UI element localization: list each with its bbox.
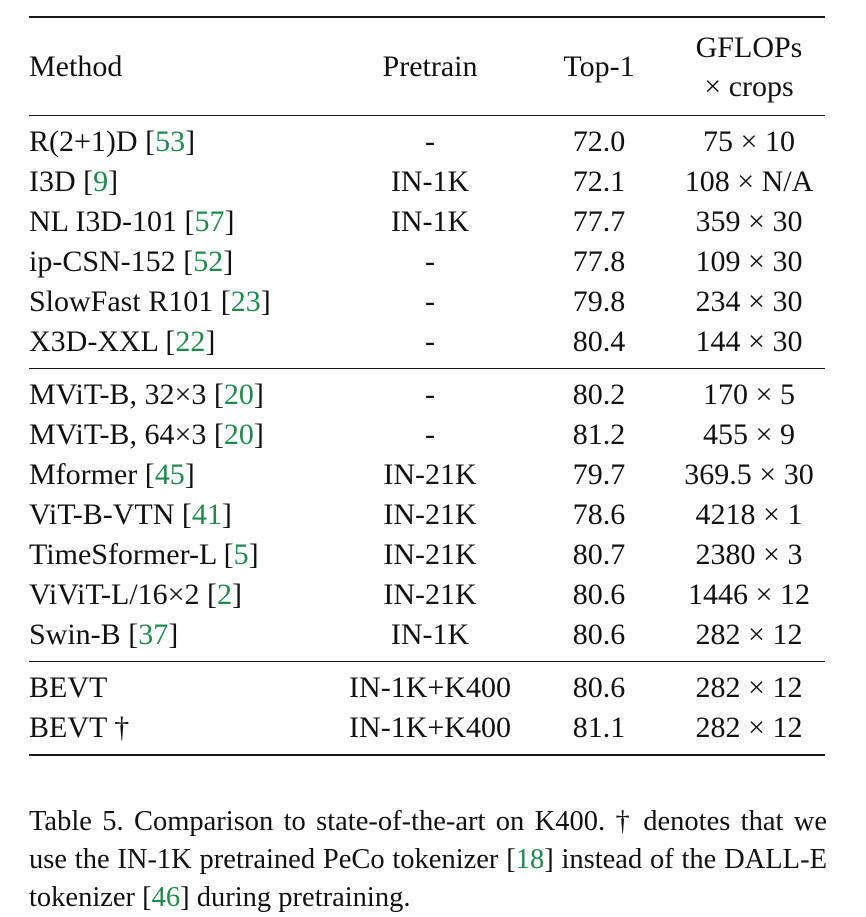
method-name: MViT-B, 32×3 (29, 378, 207, 411)
cell-method: NL I3D-101 [57] (29, 205, 235, 238)
method-name: BEVT (29, 671, 108, 704)
citation-link[interactable]: 5 (233, 538, 249, 571)
cell-pretrain: IN-21K (383, 458, 477, 491)
header-pretrain: Pretrain (382, 49, 478, 83)
cell-gflops: 282 × 12 (695, 671, 803, 704)
cell-pretrain: IN-1K+K400 (349, 671, 511, 704)
citation-link[interactable]: 52 (193, 245, 224, 278)
cell-pretrain: IN-1K (390, 618, 470, 651)
cell-method: TimeSformer-L [5] (29, 538, 259, 571)
cell-pretrain: IN-1K (390, 205, 470, 238)
header-gflops-line2: × crops (704, 69, 794, 103)
citation-link[interactable]: 45 (154, 458, 185, 491)
caption-text: [ (142, 882, 152, 913)
method-name: ViT-B-VTN (29, 498, 175, 531)
cell-pretrain: IN-1K (390, 165, 470, 198)
cell-top1: 80.4 (572, 325, 626, 358)
cell-method: Mformer [45] (29, 458, 195, 491)
cell-method (29, 662, 335, 709)
method-name: Mformer (29, 458, 138, 491)
cell-method: I3D [9] (29, 165, 119, 198)
cell-gflops: 455 × 9 (703, 418, 795, 451)
table-row (29, 369, 825, 416)
table-row (29, 116, 825, 163)
cell-pretrain: IN-1K+K400 (349, 711, 511, 744)
cell-top1: 77.7 (572, 205, 626, 238)
cell-gflops: 108 × N/A (684, 165, 814, 198)
cell-top1: 81.2 (572, 418, 626, 451)
method-name: I3D (29, 165, 76, 198)
cell-gflops: 282 × 12 (695, 711, 803, 744)
table-row (29, 282, 825, 322)
cell-gflops: 4218 × 1 (695, 498, 803, 531)
cell-gflops: 2380 × 3 (695, 538, 803, 571)
cell-top1: 80.6 (572, 671, 626, 704)
caption-text: ] instead of the DALL-E tokenizer (29, 844, 827, 913)
table-row (29, 615, 825, 662)
cell-pretrain: - (425, 125, 435, 158)
method-name: ip-CSN-152 (29, 245, 176, 278)
cell-top1: 80.6 (572, 578, 626, 611)
cell-method: Swin-B [37] (29, 618, 179, 651)
cell-top1: 78.6 (572, 498, 626, 531)
cell-method (29, 708, 335, 755)
method-name: TimeSformer-L (29, 538, 217, 571)
cell-pretrain: - (425, 325, 435, 358)
table-row (29, 202, 825, 242)
cell-pretrain: - (425, 378, 435, 411)
caption-citation-link[interactable]: 18 (515, 844, 545, 875)
citation-link[interactable]: 9 (93, 165, 109, 198)
table-row (29, 708, 825, 755)
method-name: NL I3D-101 (29, 205, 178, 238)
caption-text: ] during pretraining. (180, 882, 411, 913)
citation-link[interactable]: 20 (223, 418, 254, 451)
cell-method: R(2+1)D [53] (29, 125, 196, 158)
citation-link[interactable]: 37 (138, 618, 169, 651)
cell-method: ViViT-L/16×2 [2] (29, 578, 243, 611)
table-row (29, 575, 825, 615)
table-row (29, 662, 825, 709)
cell-method: X3D-XXL [22] (29, 325, 216, 358)
cell-top1: 80.6 (572, 618, 626, 651)
results-table (29, 16, 825, 756)
table-row (29, 242, 825, 282)
cell-gflops: 359 × 30 (695, 205, 803, 238)
citation-link[interactable]: 20 (223, 378, 254, 411)
cell-gflops: 234 × 30 (695, 285, 803, 318)
table-row (29, 322, 825, 369)
header-gflops-line1: GFLOPs (695, 30, 803, 64)
table-row (29, 162, 825, 202)
cell-top1: 80.7 (572, 538, 626, 571)
method-name: Swin-B (29, 618, 121, 651)
method-name: X3D-XXL (29, 325, 158, 358)
header-method: Method (29, 49, 123, 83)
header-gflops (673, 17, 825, 116)
table-body (29, 116, 825, 756)
cell-pretrain: IN-21K (383, 498, 477, 531)
cell-gflops: 75 × 10 (703, 125, 795, 158)
cell-method: SlowFast R101 [23] (29, 285, 271, 318)
caption-text: [ (506, 844, 516, 875)
table-row (29, 415, 825, 455)
method-name: ViViT-L/16×2 (29, 578, 200, 611)
cell-method: ip-CSN-152 [52] (29, 245, 234, 278)
cell-top1: 79.7 (572, 458, 626, 491)
cell-top1: 81.1 (572, 711, 626, 744)
cell-method: MViT-B, 64×3 [20] (29, 418, 264, 451)
cell-gflops: 369.5 × 30 (684, 458, 814, 491)
caption-text: Table 5. Comparison to state-of-the-art on K400. † denotes that we use the IN-1K pretrained PeCo tokenizer (29, 806, 827, 875)
cell-top1: 79.8 (572, 285, 626, 318)
cell-gflops: 144 × 30 (695, 325, 803, 358)
cell-pretrain: - (425, 245, 435, 278)
citation-link[interactable]: 41 (191, 498, 222, 531)
citation-link[interactable]: 53 (155, 125, 186, 158)
citation-link[interactable]: 57 (194, 205, 225, 238)
citation-link[interactable]: 23 (230, 285, 261, 318)
cell-gflops: 170 × 5 (703, 378, 795, 411)
table-row (29, 495, 825, 535)
cell-gflops: 109 × 30 (695, 245, 803, 278)
table-row (29, 535, 825, 575)
cell-pretrain: - (425, 285, 435, 318)
header-row (29, 17, 825, 116)
table-caption (29, 803, 827, 917)
cell-pretrain: IN-21K (383, 578, 477, 611)
citation-link[interactable]: 22 (175, 325, 206, 358)
cell-top1: 72.1 (572, 165, 626, 198)
cell-method: MViT-B, 32×3 [20] (29, 378, 264, 411)
cell-top1: 72.0 (572, 125, 626, 158)
cell-pretrain: IN-21K (383, 538, 477, 571)
method-name: R(2+1)D (29, 125, 138, 158)
cell-top1: 80.2 (572, 378, 626, 411)
cell-pretrain: - (425, 418, 435, 451)
cell-gflops: 1446 × 12 (688, 578, 810, 611)
method-name: MViT-B, 64×3 (29, 418, 207, 451)
header-top1: Top-1 (563, 49, 635, 83)
table-row (29, 455, 825, 495)
citation-link[interactable]: 2 (217, 578, 233, 611)
cell-method: ViT-B-VTN [41] (29, 498, 232, 531)
cell-top1: 77.8 (572, 245, 626, 278)
method-name: SlowFast R101 (29, 285, 214, 318)
table-header (29, 17, 825, 116)
method-name: BEVT † (29, 711, 130, 744)
caption-citation-link[interactable]: 46 (151, 882, 181, 913)
cell-gflops: 282 × 12 (695, 618, 803, 651)
